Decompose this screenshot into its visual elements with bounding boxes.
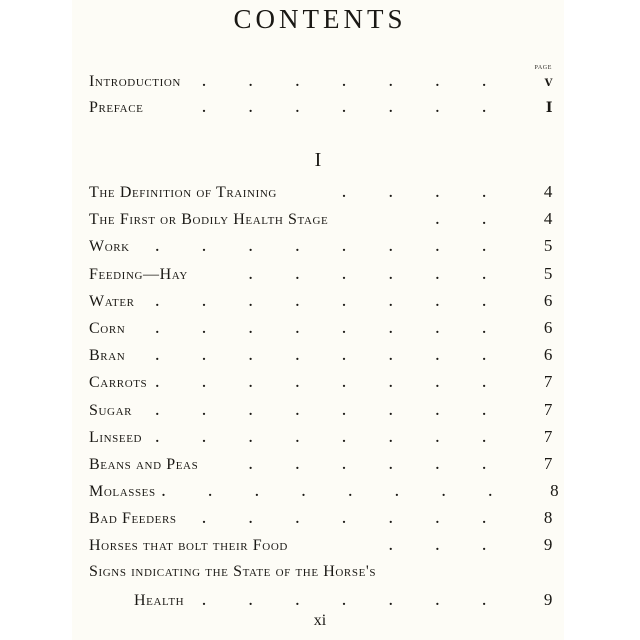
dot-leader: . . . . . . .: [202, 101, 487, 116]
toc-entry-page-number: I: [545, 100, 553, 116]
dot-leader: . . . . . . .: [202, 593, 487, 609]
dot-leader: . . . . . . . .: [155, 430, 487, 446]
dot-leader: . . . . . . . .: [155, 403, 487, 419]
chapter-entry-list: [89, 182, 560, 617]
page-column-label: page: [534, 61, 552, 71]
toc-entry-title: Bran: [89, 347, 126, 365]
dot-leader: . . . .: [342, 186, 487, 201]
toc-entry-page-number: 6: [543, 290, 553, 310]
toc-entry: [89, 318, 553, 345]
toc-entry-title: Linseed: [89, 428, 143, 446]
toc-entry-page-number: 9: [543, 589, 553, 609]
toc-entry: [89, 345, 553, 372]
dot-leader: . . . . . . .: [202, 75, 487, 90]
toc-entry-page-number: 7: [543, 399, 553, 419]
toc-entry: [89, 209, 553, 236]
toc-entry: [89, 372, 553, 399]
dot-leader: . . . . . . . .: [161, 485, 493, 501]
dot-leader: . . . . . . . .: [155, 240, 487, 256]
toc-entry-page-number: 7: [543, 453, 553, 473]
toc-entry-page-number: v: [544, 74, 553, 90]
toc-entry-page-number: 7: [543, 372, 553, 392]
toc-entry-title: Corn: [89, 319, 126, 337]
toc-entry-title: Carrots: [89, 374, 148, 392]
toc-entry: [89, 236, 553, 263]
page-title: CONTENTS: [233, 4, 407, 34]
toc-entry-page-number: 5: [543, 263, 553, 283]
toc-entry-page-number: 8: [550, 481, 560, 501]
dot-leader: . . . . . . .: [202, 512, 487, 528]
dot-leader: . . . . . . . .: [155, 349, 487, 365]
toc-entry-title: Sugar: [89, 401, 133, 419]
toc-entry-page-number: 9: [543, 535, 553, 555]
dot-leader: . . .: [388, 539, 487, 555]
toc-entry: [89, 481, 560, 508]
toc-entry-title: Preface: [89, 99, 144, 116]
toc-entry-title: Horses that bolt their Food: [89, 537, 288, 555]
front-matter-list: [89, 73, 553, 125]
toc-entry: [89, 99, 553, 125]
toc-entry: [89, 264, 553, 291]
dot-leader: . . . . . . . .: [155, 376, 487, 392]
toc-entry: [89, 454, 553, 481]
toc-entry: [89, 508, 553, 535]
dot-leader: . . . . . .: [248, 457, 487, 473]
toc-entry-title: Water: [89, 292, 135, 310]
toc-entry-title: Feeding—Hay: [89, 265, 188, 283]
toc-entry-page-number: 7: [543, 426, 553, 446]
toc-entry-title: Beans and Peas: [89, 455, 199, 473]
toc-entry-page-number: 6: [543, 345, 553, 365]
dot-leader: . . . . . . . .: [155, 294, 487, 310]
toc-entry-page-number: 4: [543, 182, 553, 201]
toc-entry: [89, 563, 553, 590]
chapter-heading: I: [314, 149, 322, 171]
toc-entry-page-number: 5: [543, 236, 553, 256]
toc-entry-title: The First or Bodily Health Stage: [89, 211, 329, 229]
toc-entry: [89, 427, 553, 454]
toc-entry-title: The Definition of Training: [89, 184, 277, 201]
toc-entry: [89, 73, 553, 99]
toc-entry-title: Introduction: [89, 73, 181, 90]
toc-entry-page-number: 6: [543, 317, 553, 337]
dot-leader: . .: [435, 213, 487, 229]
toc-entry: [89, 182, 553, 209]
toc-entry: [89, 291, 553, 318]
toc-entry-title: Work: [89, 238, 130, 256]
toc-entry-title: Health: [134, 591, 185, 609]
page-folio: xi: [313, 612, 327, 629]
dot-leader: . . . . . .: [248, 267, 487, 283]
toc-entry-title: Bad Feeders: [89, 510, 177, 528]
toc-entry: [89, 535, 553, 562]
toc-entry-page-number: 8: [543, 508, 553, 528]
dot-leader: . . . . . . . .: [155, 321, 487, 337]
toc-entry: [89, 400, 553, 427]
toc-entry-title: Molasses: [89, 483, 156, 501]
toc-entry-page-number: 4: [543, 209, 553, 229]
toc-entry-title: Signs indicating the State of the Horse's: [89, 562, 377, 580]
